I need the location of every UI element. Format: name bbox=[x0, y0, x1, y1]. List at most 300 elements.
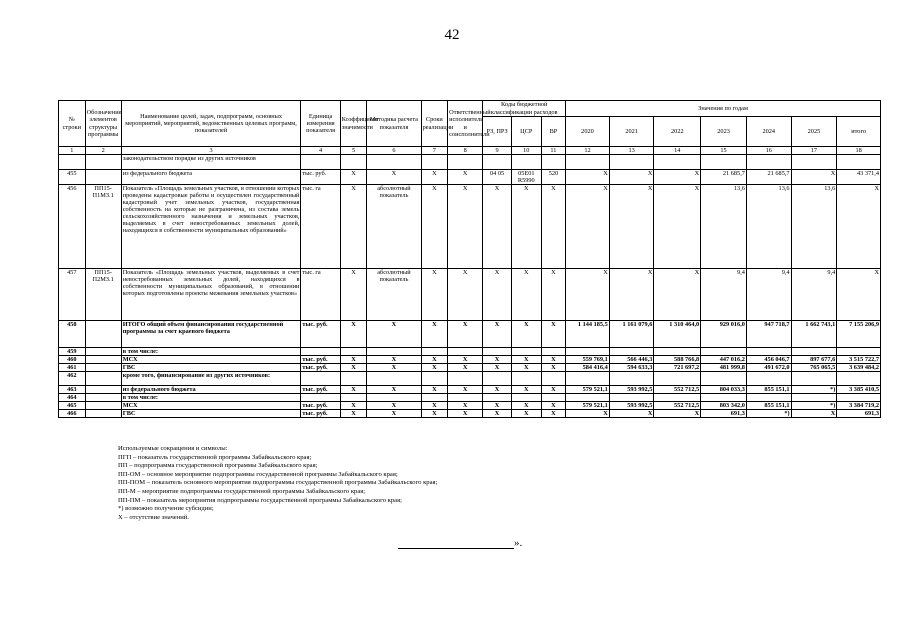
header-budget-codes: Коды бюджетной классификации расходов bbox=[483, 101, 566, 117]
table-cell: 691,3 bbox=[837, 410, 881, 418]
table-cell bbox=[746, 394, 791, 402]
table-cell: тыс. руб. bbox=[301, 364, 340, 372]
table-cell: Х bbox=[511, 356, 541, 364]
header-coef: Коэффициент значимости bbox=[340, 101, 367, 147]
table-cell: 552 712,5 bbox=[654, 386, 701, 394]
table-cell: 593 992,5 bbox=[609, 386, 654, 394]
header-vr: ВР bbox=[541, 117, 565, 147]
header-csr: ЦСР bbox=[511, 117, 541, 147]
table-cell: тыс. руб. bbox=[301, 410, 340, 418]
column-number: 12 bbox=[566, 147, 610, 155]
table-cell: 05Е01 R5990 bbox=[511, 170, 541, 185]
table-cell: из федерального бюджета bbox=[121, 170, 301, 185]
column-number: 13 bbox=[609, 147, 654, 155]
column-number: 5 bbox=[340, 147, 367, 155]
table-cell bbox=[301, 394, 340, 402]
table-cell: Х bbox=[367, 356, 421, 364]
table-cell bbox=[609, 372, 654, 386]
note-line: ПП-М – мероприятие подпрограммы государственной программы Забайкальского края; bbox=[118, 487, 366, 495]
table-cell bbox=[483, 394, 512, 402]
table-cell: 465 bbox=[59, 402, 86, 410]
table-cell: Х bbox=[367, 364, 421, 372]
table-cell: Х bbox=[340, 386, 367, 394]
table-cell: Х bbox=[340, 185, 367, 269]
header-designation: Обозначение элементов структуры программы bbox=[85, 101, 121, 147]
table-cell: 520 bbox=[541, 170, 565, 185]
table-cell: 9,4 bbox=[791, 269, 837, 321]
header-year: 2025 bbox=[791, 117, 837, 147]
table-cell: Х bbox=[421, 364, 448, 372]
table-cell bbox=[85, 321, 121, 348]
table-cell: Х bbox=[340, 170, 367, 185]
table-cell: 855 151,1 bbox=[746, 386, 791, 394]
table-cell bbox=[85, 386, 121, 394]
table-cell: 457 bbox=[59, 269, 86, 321]
table-cell bbox=[301, 348, 340, 356]
column-number: 15 bbox=[701, 147, 747, 155]
table-row bbox=[59, 269, 881, 321]
table-cell: Х bbox=[791, 410, 837, 418]
table-cell: Х bbox=[511, 410, 541, 418]
table-cell bbox=[566, 394, 610, 402]
table-cell: 765 065,5 bbox=[791, 364, 837, 372]
table-cell bbox=[609, 394, 654, 402]
table-cell: 21 685,7 bbox=[701, 170, 747, 185]
table-cell bbox=[367, 394, 421, 402]
column-number: 6 bbox=[367, 147, 421, 155]
table-cell: Х bbox=[541, 410, 565, 418]
table-cell bbox=[301, 372, 340, 386]
table-cell: Х bbox=[483, 321, 512, 348]
table-row bbox=[59, 348, 881, 356]
table-cell: тыс. руб. bbox=[301, 321, 340, 348]
table-cell: 594 633,3 bbox=[609, 364, 654, 372]
table-cell bbox=[301, 155, 340, 170]
table-cell: 584 416,4 bbox=[566, 364, 610, 372]
table-cell: 3 639 484,2 bbox=[837, 364, 881, 372]
table-cell bbox=[609, 155, 654, 170]
table-cell bbox=[511, 155, 541, 170]
table-cell: 21 685,7 bbox=[746, 170, 791, 185]
table-cell bbox=[483, 348, 512, 356]
table-cell: ГВС bbox=[121, 364, 301, 372]
table-cell bbox=[483, 372, 512, 386]
table-cell: МСХ bbox=[121, 402, 301, 410]
table-cell: Х bbox=[340, 410, 367, 418]
table-cell: 579 521,1 bbox=[566, 402, 610, 410]
table-cell: 491 672,0 bbox=[746, 364, 791, 372]
header-unit: Единица измерения показателя bbox=[301, 101, 340, 147]
table-row bbox=[59, 321, 881, 348]
table-cell: 1 310 464,0 bbox=[654, 321, 701, 348]
table-cell: Х bbox=[340, 321, 367, 348]
table-cell: Х bbox=[541, 185, 565, 269]
table-cell: 464 bbox=[59, 394, 86, 402]
table-row bbox=[59, 364, 881, 372]
table-cell: Х bbox=[421, 386, 448, 394]
table-cell: 1 144 185,5 bbox=[566, 321, 610, 348]
table-cell: 566 446,3 bbox=[609, 356, 654, 364]
column-number: 3 bbox=[121, 147, 301, 155]
page-number: 42 bbox=[444, 27, 460, 43]
closing-line bbox=[398, 537, 522, 549]
table-cell: Х bbox=[448, 269, 483, 321]
table-cell: ПП15-П2МЗ.1 bbox=[85, 269, 121, 321]
table-cell: 456 bbox=[59, 185, 86, 269]
table-cell: 459 bbox=[59, 348, 86, 356]
table-cell: 04 05 bbox=[483, 170, 512, 185]
table-cell bbox=[654, 348, 701, 356]
table-cell bbox=[654, 155, 701, 170]
table-cell bbox=[85, 348, 121, 356]
table-cell bbox=[340, 155, 367, 170]
table-cell bbox=[421, 155, 448, 170]
table-cell bbox=[511, 348, 541, 356]
table-cell bbox=[421, 394, 448, 402]
table-cell: 13,6 bbox=[701, 185, 747, 269]
table-cell: 593 992,5 bbox=[609, 402, 654, 410]
financing-table bbox=[58, 100, 881, 418]
column-number: 8 bbox=[448, 147, 483, 155]
table-cell: *) bbox=[746, 410, 791, 418]
table-cell: Х bbox=[483, 410, 512, 418]
table-cell: Х bbox=[421, 410, 448, 418]
table-cell: ГВС bbox=[121, 410, 301, 418]
table-row bbox=[59, 394, 881, 402]
table-cell bbox=[701, 394, 747, 402]
table-cell: 463 bbox=[59, 386, 86, 394]
table-cell: абсолютный показатель bbox=[367, 269, 421, 321]
table-cell: ПП15-П1МЗ.1 bbox=[85, 185, 121, 269]
table-cell bbox=[541, 348, 565, 356]
table-cell: Х bbox=[609, 269, 654, 321]
table-cell: Х bbox=[483, 356, 512, 364]
header-year: 2023 bbox=[701, 117, 747, 147]
table-cell: Х bbox=[483, 386, 512, 394]
table-cell bbox=[654, 394, 701, 402]
column-number: 7 bbox=[421, 147, 448, 155]
table-cell: Х bbox=[654, 185, 701, 269]
table-cell: 897 677,6 bbox=[791, 356, 837, 364]
table-cell: Х bbox=[367, 410, 421, 418]
notes bbox=[118, 445, 437, 522]
table-cell bbox=[566, 348, 610, 356]
table-row bbox=[59, 372, 881, 386]
table-cell: 947 718,7 bbox=[746, 321, 791, 348]
table-cell: Х bbox=[791, 170, 837, 185]
table-cell: тыс. га bbox=[301, 269, 340, 321]
table-cell bbox=[701, 348, 747, 356]
table-cell bbox=[85, 155, 121, 170]
table-cell: 455 bbox=[59, 170, 86, 185]
table-cell: Х bbox=[483, 269, 512, 321]
table-cell: Х bbox=[448, 170, 483, 185]
table-cell: 559 769,1 bbox=[566, 356, 610, 364]
table-cell bbox=[448, 348, 483, 356]
table-cell: 43 371,4 bbox=[837, 170, 881, 185]
header-term: Сроки реализации bbox=[421, 101, 448, 147]
table-cell: Х bbox=[367, 402, 421, 410]
table-cell: из федерального бюджета bbox=[121, 386, 301, 394]
table-cell: Х bbox=[367, 321, 421, 348]
table-cell bbox=[566, 372, 610, 386]
table-cell bbox=[340, 372, 367, 386]
note-line: ПГП – показатель государственной программы Забайкальского края; bbox=[118, 453, 312, 461]
table-cell: Х bbox=[541, 269, 565, 321]
table-cell bbox=[837, 394, 881, 402]
table-cell: 3 384 719,2 bbox=[837, 402, 881, 410]
note-line: ПП-ПМ – показатель мероприятия подпрограммы государственной программы Забайкальского края; bbox=[118, 496, 402, 504]
table-row bbox=[59, 410, 881, 418]
table-cell bbox=[340, 348, 367, 356]
table-cell: 691,3 bbox=[701, 410, 747, 418]
table-cell bbox=[85, 372, 121, 386]
table-cell bbox=[85, 364, 121, 372]
table-cell bbox=[367, 155, 421, 170]
table-cell bbox=[59, 155, 86, 170]
header-year: 2024 bbox=[746, 117, 791, 147]
note-line: Х – отсутствие значений. bbox=[118, 513, 189, 521]
table-cell: абсолютный показатель bbox=[367, 185, 421, 269]
signature-line bbox=[398, 539, 514, 549]
table-cell bbox=[609, 348, 654, 356]
table-cell bbox=[483, 155, 512, 170]
table-cell bbox=[791, 348, 837, 356]
table-cell: законодательством порядке из других источников bbox=[121, 155, 301, 170]
closing-quote: ». bbox=[514, 537, 523, 549]
table-cell bbox=[837, 348, 881, 356]
table-cell: Х bbox=[541, 356, 565, 364]
table-cell bbox=[421, 348, 448, 356]
table-cell bbox=[566, 155, 610, 170]
table-cell: 481 999,8 bbox=[701, 364, 747, 372]
table-cell: Х bbox=[421, 269, 448, 321]
table-row bbox=[59, 155, 881, 170]
table-cell: Х bbox=[837, 269, 881, 321]
table-cell: 458 bbox=[59, 321, 86, 348]
table-cell: 9,4 bbox=[701, 269, 747, 321]
header-rz: РЗ, ПРЗ bbox=[483, 117, 512, 147]
table-cell: Х bbox=[511, 321, 541, 348]
table-cell: Х bbox=[541, 402, 565, 410]
table-cell: 13,6 bbox=[746, 185, 791, 269]
table-cell: 13,6 bbox=[791, 185, 837, 269]
table-cell: Х bbox=[448, 410, 483, 418]
table-cell: 7 155 206,9 bbox=[837, 321, 881, 348]
column-numbers-row bbox=[59, 147, 881, 155]
table-cell: Х bbox=[566, 185, 610, 269]
column-number: 1 bbox=[59, 147, 86, 155]
table-cell: 461 bbox=[59, 364, 86, 372]
column-number: 2 bbox=[85, 147, 121, 155]
table-cell bbox=[791, 155, 837, 170]
table-cell bbox=[85, 356, 121, 364]
table-cell: Х bbox=[421, 185, 448, 269]
table-cell: 721 697,2 bbox=[654, 364, 701, 372]
table-cell: Х bbox=[654, 269, 701, 321]
table-cell: 456 046,7 bbox=[746, 356, 791, 364]
table-cell bbox=[421, 372, 448, 386]
column-number: 11 bbox=[541, 147, 565, 155]
table-cell bbox=[791, 394, 837, 402]
table-cell bbox=[448, 155, 483, 170]
table-cell: тыс. руб. bbox=[301, 402, 340, 410]
table-cell: 803 342,0 bbox=[701, 402, 747, 410]
table-cell: Х bbox=[340, 356, 367, 364]
table-cell bbox=[85, 410, 121, 418]
table-cell: 3 515 722,7 bbox=[837, 356, 881, 364]
table-cell: Х bbox=[421, 356, 448, 364]
table-cell: Х bbox=[511, 402, 541, 410]
table-cell: Х bbox=[541, 364, 565, 372]
table-cell bbox=[541, 155, 565, 170]
table-cell: Х bbox=[837, 185, 881, 269]
header-values-by-year: Значения по годам bbox=[566, 101, 881, 117]
note-line: ПП – подпрограмма государственной программы Забайкальского края; bbox=[118, 462, 318, 470]
table-cell: 552 712,5 bbox=[654, 402, 701, 410]
table-cell: тыс. руб. bbox=[301, 356, 340, 364]
table-cell: Х bbox=[609, 170, 654, 185]
table-cell bbox=[448, 372, 483, 386]
header-row-no: № строки bbox=[59, 101, 86, 147]
note-line: Используемые сокращения и символы: bbox=[118, 445, 228, 452]
table-cell: Х bbox=[511, 185, 541, 269]
table-cell: Показатель «Площадь земельных участков, выделяемых в счет невостребованных земельных долей, находящихся в собственности муниципальных образований, в отношении которых подготовлены проекты межевания земельных участков» bbox=[121, 269, 301, 321]
table-cell bbox=[541, 372, 565, 386]
table-cell: Х bbox=[448, 356, 483, 364]
column-number: 10 bbox=[511, 147, 541, 155]
header-total: итого bbox=[837, 117, 881, 147]
table-row bbox=[59, 402, 881, 410]
table-row bbox=[59, 386, 881, 394]
table-cell: Х bbox=[541, 386, 565, 394]
column-number: 14 bbox=[654, 147, 701, 155]
table-cell: Х bbox=[511, 364, 541, 372]
table-cell bbox=[837, 155, 881, 170]
table-cell: 447 016,2 bbox=[701, 356, 747, 364]
table-cell: Х bbox=[421, 170, 448, 185]
table-cell: 462 bbox=[59, 372, 86, 386]
table-cell: Х bbox=[448, 386, 483, 394]
table-cell bbox=[541, 394, 565, 402]
table-cell: 1 161 079,6 bbox=[609, 321, 654, 348]
header-year: 2021 bbox=[609, 117, 654, 147]
table-cell bbox=[746, 348, 791, 356]
table-cell: 9,4 bbox=[746, 269, 791, 321]
table-cell: тыс. га bbox=[301, 185, 340, 269]
table-cell: Х bbox=[566, 410, 610, 418]
column-number: 18 bbox=[837, 147, 881, 155]
table-cell bbox=[746, 372, 791, 386]
table-cell bbox=[85, 394, 121, 402]
table-cell: Х bbox=[511, 269, 541, 321]
note-line: ПП-ПОМ – показатель основного мероприятия подпрограммы государственной программы Забайкальского края; bbox=[118, 479, 438, 487]
table-cell: тыс. руб. bbox=[301, 386, 340, 394]
table-cell: Х bbox=[566, 170, 610, 185]
table-row bbox=[59, 170, 881, 185]
table-cell: Х bbox=[367, 386, 421, 394]
table-cell: Х bbox=[448, 364, 483, 372]
table-cell: Х bbox=[609, 185, 654, 269]
table-cell: Х bbox=[541, 321, 565, 348]
table-cell: Х bbox=[654, 410, 701, 418]
note-line: *) возможно получение субсидии; bbox=[118, 505, 214, 513]
table-cell: Показатель «Площадь земельных участков, в отношении которых проведены кадастровые работы и осуществлен государственный кадастровый учет земельных участков, государственная собственность на которые не разграничена, из состава земель сельскохозяйственного назначения и земельных участков, выделяемых в счет невостребованных земельных долей, находящихся в собственности муниципальных образований» bbox=[121, 185, 301, 269]
table-cell: кроме того, финансирование из других источников: bbox=[121, 372, 301, 386]
table-cell: Х bbox=[340, 269, 367, 321]
table-cell bbox=[85, 170, 121, 185]
column-number: 17 bbox=[791, 147, 837, 155]
table-cell bbox=[511, 372, 541, 386]
table-cell: МСХ bbox=[121, 356, 301, 364]
table-cell bbox=[511, 394, 541, 402]
table-cell: Х bbox=[448, 402, 483, 410]
note-line: ПП-ОМ – основное мероприятие подпрограммы государственной программы Забайкальского края; bbox=[118, 470, 398, 478]
table-cell bbox=[701, 155, 747, 170]
table-cell: *) bbox=[791, 386, 837, 394]
table-cell: 579 521,1 bbox=[566, 386, 610, 394]
table-cell: Х bbox=[448, 321, 483, 348]
table-cell: 804 033,3 bbox=[701, 386, 747, 394]
table-cell: Х bbox=[609, 410, 654, 418]
table-cell: 466 bbox=[59, 410, 86, 418]
column-number: 16 bbox=[746, 147, 791, 155]
table-cell bbox=[746, 155, 791, 170]
table-cell: тыс. руб. bbox=[301, 170, 340, 185]
table-cell: Х bbox=[421, 321, 448, 348]
table-cell: 588 766,8 bbox=[654, 356, 701, 364]
header-year: 2022 bbox=[654, 117, 701, 147]
table-cell: Х bbox=[511, 386, 541, 394]
header-executor: Ответственный исполнитель и соисполнители bbox=[448, 101, 483, 147]
table-cell: в том числе: bbox=[121, 348, 301, 356]
table-cell: Х bbox=[483, 364, 512, 372]
table-cell bbox=[367, 372, 421, 386]
table-cell bbox=[448, 394, 483, 402]
table-cell: Х bbox=[483, 185, 512, 269]
table-cell bbox=[85, 402, 121, 410]
table-cell: Х bbox=[448, 185, 483, 269]
table-cell: Х bbox=[340, 402, 367, 410]
table-cell: Х bbox=[654, 170, 701, 185]
table-cell: Х bbox=[566, 269, 610, 321]
table-cell: Х bbox=[483, 402, 512, 410]
table-cell bbox=[791, 372, 837, 386]
table-cell: Х bbox=[421, 402, 448, 410]
table-cell: Х bbox=[340, 364, 367, 372]
header-method: Методика расчета показателя bbox=[367, 101, 421, 147]
table-cell bbox=[654, 372, 701, 386]
table-row bbox=[59, 356, 881, 364]
column-number: 4 bbox=[301, 147, 340, 155]
table-cell: *) bbox=[791, 402, 837, 410]
table-cell: 929 016,0 bbox=[701, 321, 747, 348]
table-cell: в том числе: bbox=[121, 394, 301, 402]
table-cell: 855 151,1 bbox=[746, 402, 791, 410]
table-cell bbox=[837, 372, 881, 386]
table-cell: 460 bbox=[59, 356, 86, 364]
table-cell: 3 385 410,5 bbox=[837, 386, 881, 394]
table-cell bbox=[701, 372, 747, 386]
table-cell: 1 662 743,1 bbox=[791, 321, 837, 348]
table-cell: ИТОГО общий объем финансирования государственной программы за счет краевого бюджета bbox=[121, 321, 301, 348]
table-cell: Х bbox=[367, 170, 421, 185]
table-cell bbox=[340, 394, 367, 402]
header-year: 2020 bbox=[566, 117, 610, 147]
table-cell bbox=[367, 348, 421, 356]
header-name: Наименование целей, задач, подпрограмм, основных мероприятий, мероприятий, ведомственных целевых программ, показателей bbox=[121, 101, 301, 147]
table-row bbox=[59, 185, 881, 269]
